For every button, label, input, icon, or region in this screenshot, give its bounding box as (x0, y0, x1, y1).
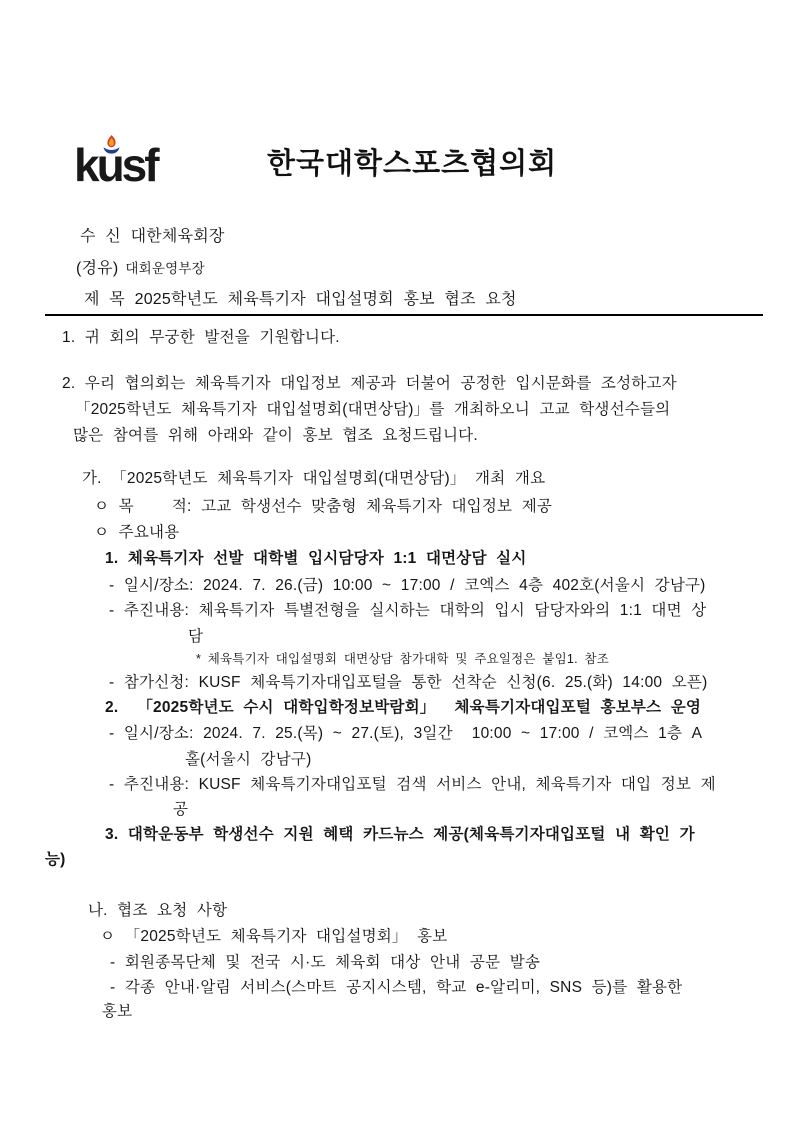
section-ga-purpose: ㅇ 목 적: 고교 학생선수 맞춤형 체육특기자 대입정보 제공 (94, 498, 553, 515)
recipient-line: 수 신 대한체육회장 (80, 228, 225, 245)
intro-line-3: 많은 참여를 위해 아래와 같이 홍보 협조 요청드립니다. (73, 427, 478, 444)
section-ga-contents-label: ㅇ 주요내용 (94, 524, 180, 541)
header-divider (45, 314, 763, 316)
ga-item1-detail-2: 담 (188, 628, 204, 645)
na-bullet: ㅇ 「2025학년도 체육특기자 대입설명회」 홍보 (100, 928, 448, 945)
kusf-logo-text: kusf (74, 139, 157, 191)
ga-item2-title: 2. 「2025학년도 수시 대학입학정보박람회」 체육특기자대입포털 홍보부스 운영 (105, 699, 702, 716)
via-line (76, 259, 205, 279)
ga-item1-detail-1: - 추진내용: 체육특기자 특별전형을 실시하는 대학의 입시 담당자와의 1:1 대면 상 (109, 602, 707, 619)
ga-item1-title: 1. 체육특기자 선발 대학별 입시담당자 1:1 대면상담 실시 (105, 550, 527, 567)
org-title: 한국대학스포츠협의회 (267, 148, 558, 180)
section-na-heading: 나. 협조 요청 사항 (88, 902, 228, 919)
na-dash-2-line-1: - 각종 안내·알림 서비스(스마트 공지시스템, 학교 e-알리미, SNS 등)를 활용한 (110, 979, 683, 996)
intro-line-2: 「2025학년도 체육특기자 대입설명회(대면상담)」를 개최하오니 고교 학생선수들의 (75, 401, 671, 418)
intro-line-1: 2. 우리 협의회는 체육특기자 대입정보 제공과 더불어 공정한 입시문화를 조성하고자 (62, 375, 677, 392)
na-dash-2-line-2: 홍보 (102, 1003, 133, 1020)
ga-item2-schedule-1: - 일시/장소: 2024. 7. 25.(목) ~ 27.(토), 3일간 10:00 ~ 17:00 / 코엑스 1층 A (109, 725, 703, 742)
ga-item1-schedule: - 일시/장소: 2024. 7. 26.(금) 10:00 ~ 17:00 / 코엑스 4층 402호(서울시 강남구) (109, 577, 706, 594)
ga-item2-detail-1: - 추진내용: KUSF 체육특기자대입포털 검색 서비스 안내, 체육특기자 대입 정보 제 (109, 776, 716, 793)
ga-item3-title-1: 3. 대학운동부 학생선수 지원 혜택 카드뉴스 제공(체육특기자대입포털 내 확인 가 (105, 826, 695, 843)
section-ga-heading: 가. 「2025학년도 체육특기자 대입설명회(대면상담)」 개최 개요 (82, 470, 546, 487)
via-label: (경유) (76, 260, 119, 277)
via-value: 대회운영부장 (125, 261, 205, 276)
ga-item2-schedule-2: 홀(서울시 강남구) (185, 751, 312, 768)
ga-item1-note: * 체육특기자 대입설명회 대면상담 참가대학 및 주요일정은 붙임1. 참조 (196, 652, 609, 666)
ga-item1-apply: - 참가신청: KUSF 체육특기자대입포털을 통한 선착순 신청(6. 25.(화) 14:00 오픈) (109, 674, 708, 691)
subject-line: 제 목 2025학년도 체육특기자 대입설명회 홍보 협조 요청 (84, 291, 517, 308)
ga-item2-detail-2: 공 (173, 801, 189, 818)
kusf-logo (74, 136, 184, 196)
greeting-line: 1. 귀 회의 무궁한 발전을 기원합니다. (62, 329, 340, 346)
na-dash-1: - 회원종목단체 및 전국 시·도 체육회 대상 안내 공문 발송 (110, 954, 541, 971)
ga-item3-title-2: 능) (45, 851, 66, 868)
